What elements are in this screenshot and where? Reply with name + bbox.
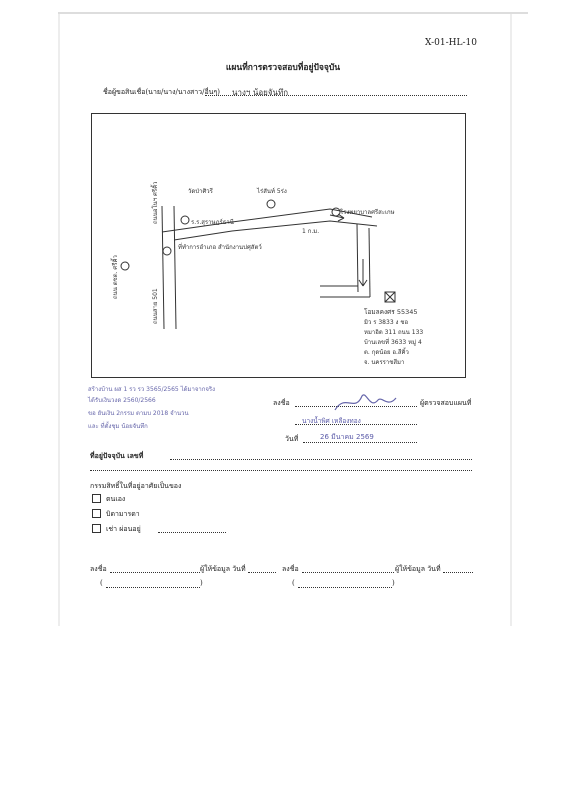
note-line-1: สร้างบ้าน ผส 1 รว รว 3565/2565 ได้มาจากจริง bbox=[88, 386, 216, 393]
address-label: ที่อยู่ปัจจุบัน เลขที่ bbox=[90, 451, 144, 460]
scan-edge-right bbox=[510, 14, 512, 626]
map-box bbox=[91, 113, 466, 378]
footer-right-sign: ลงชื่อ bbox=[282, 565, 299, 573]
ownership-label: กรรมสิทธิ์ในที่อยู่อาศัยเป็นของ bbox=[90, 482, 182, 490]
footer-right-paren-close: ) bbox=[392, 579, 395, 587]
date-line bbox=[303, 442, 417, 443]
checker-name: นางน้ำพิศ เหลืองทอง bbox=[302, 417, 361, 425]
map-label-police: ถนน ตชด. ศรีคิ้ว bbox=[112, 255, 119, 299]
footer-left-paren-line bbox=[106, 587, 200, 588]
map-label-km: ไร่สันท์ 5ร่ง bbox=[257, 188, 287, 195]
map-label-hospital: โรงพยาบาลศรีสะเกษ bbox=[340, 209, 395, 216]
house-line-1: มิว ร 3833 ง ชอ bbox=[364, 319, 409, 326]
rent-line bbox=[158, 532, 226, 533]
option-self-label: ตนเอง bbox=[106, 495, 126, 503]
footer-left-date-line bbox=[248, 572, 276, 573]
map-label-road-top: ถนนอโนฯ ศรีคิ้ว bbox=[152, 181, 159, 224]
checkbox-rent[interactable] bbox=[92, 524, 101, 533]
option-rent-label: เช่า ผ่อนอยู่ bbox=[106, 525, 141, 533]
note-line-4: และ ที่ตั้งชุม น้อยจันทึก bbox=[88, 423, 148, 430]
house-title: โอมลคงศร 55345 bbox=[364, 308, 418, 316]
checker-role: ผู้ตรวจสอบแผนที่ bbox=[420, 399, 472, 407]
footer-left-role: ผู้ให้ข้อมูล วันที่ bbox=[200, 565, 246, 573]
note-line-2: ได้รับเงินวงด 2560/2566 bbox=[88, 397, 156, 404]
footer-left-paren: ( bbox=[100, 579, 103, 587]
signature-scribble bbox=[330, 388, 400, 416]
footer-right-paren: ( bbox=[292, 579, 295, 587]
house-line-3: บ้านเลขที่ 3633 หมู่ 4 bbox=[364, 339, 422, 346]
map-label-temple: วัดป่าศิวรี bbox=[188, 188, 213, 195]
footer-left-sign: ลงชื่อ bbox=[90, 565, 107, 573]
map-label-road-left: ถนนสาย 501 bbox=[152, 288, 159, 324]
address-line-1 bbox=[170, 459, 472, 460]
house-line-2: หมาอิด 311 ถนน 133 bbox=[364, 329, 424, 336]
map-label-school: ร.ร.สุราษฎร์ธานี bbox=[191, 219, 234, 226]
map-label-distance: 1 ก.ม. bbox=[302, 228, 320, 235]
address-line-2 bbox=[90, 470, 472, 471]
scan-edge-left bbox=[58, 14, 60, 626]
map-label-office: ที่ทำการอำเภอ สำนักงานปศุสัตว์ bbox=[178, 244, 262, 251]
scan-edge-top bbox=[58, 12, 528, 14]
house-line-4: ต. กุดน้อย อ.สีคิ้ว bbox=[364, 349, 409, 356]
footer-right-date-line bbox=[443, 572, 473, 573]
document-code: X-01-HL-10 bbox=[425, 38, 477, 48]
date-value: 26 มีนาคม 2569 bbox=[320, 433, 374, 441]
footer-right-role: ผู้ให้ข้อมูล วันที่ bbox=[395, 565, 441, 573]
date-label: วันที่ bbox=[285, 435, 299, 443]
house-line-5: จ. นครราชสีมา bbox=[364, 359, 405, 366]
footer-right-line bbox=[302, 572, 394, 573]
note-line-3: ขอ ยันเงิน 2กรรม ตามบ 2018 จำนวน bbox=[88, 410, 189, 417]
document-title: แผนที่การตรวจสอบที่อยู่ปัจจุบัน bbox=[225, 63, 341, 73]
owner-label: ชื่อผู้ขอสินเชื่อ(นาย/นาง/นางสาว/อื่นๆ) bbox=[103, 88, 220, 96]
checker-name-line bbox=[295, 424, 417, 425]
footer-left-paren-close: ) bbox=[200, 579, 203, 587]
owner-name: นางฯ น้อยจันทึก bbox=[232, 88, 289, 97]
option-parents-label: บิดามารดา bbox=[106, 510, 140, 518]
footer-right-paren-line bbox=[298, 587, 392, 588]
checkbox-parents[interactable] bbox=[92, 509, 101, 518]
footer-left-line bbox=[110, 572, 200, 573]
checker-sign-label: ลงชื่อ bbox=[273, 399, 290, 407]
checkbox-self[interactable] bbox=[92, 494, 101, 503]
